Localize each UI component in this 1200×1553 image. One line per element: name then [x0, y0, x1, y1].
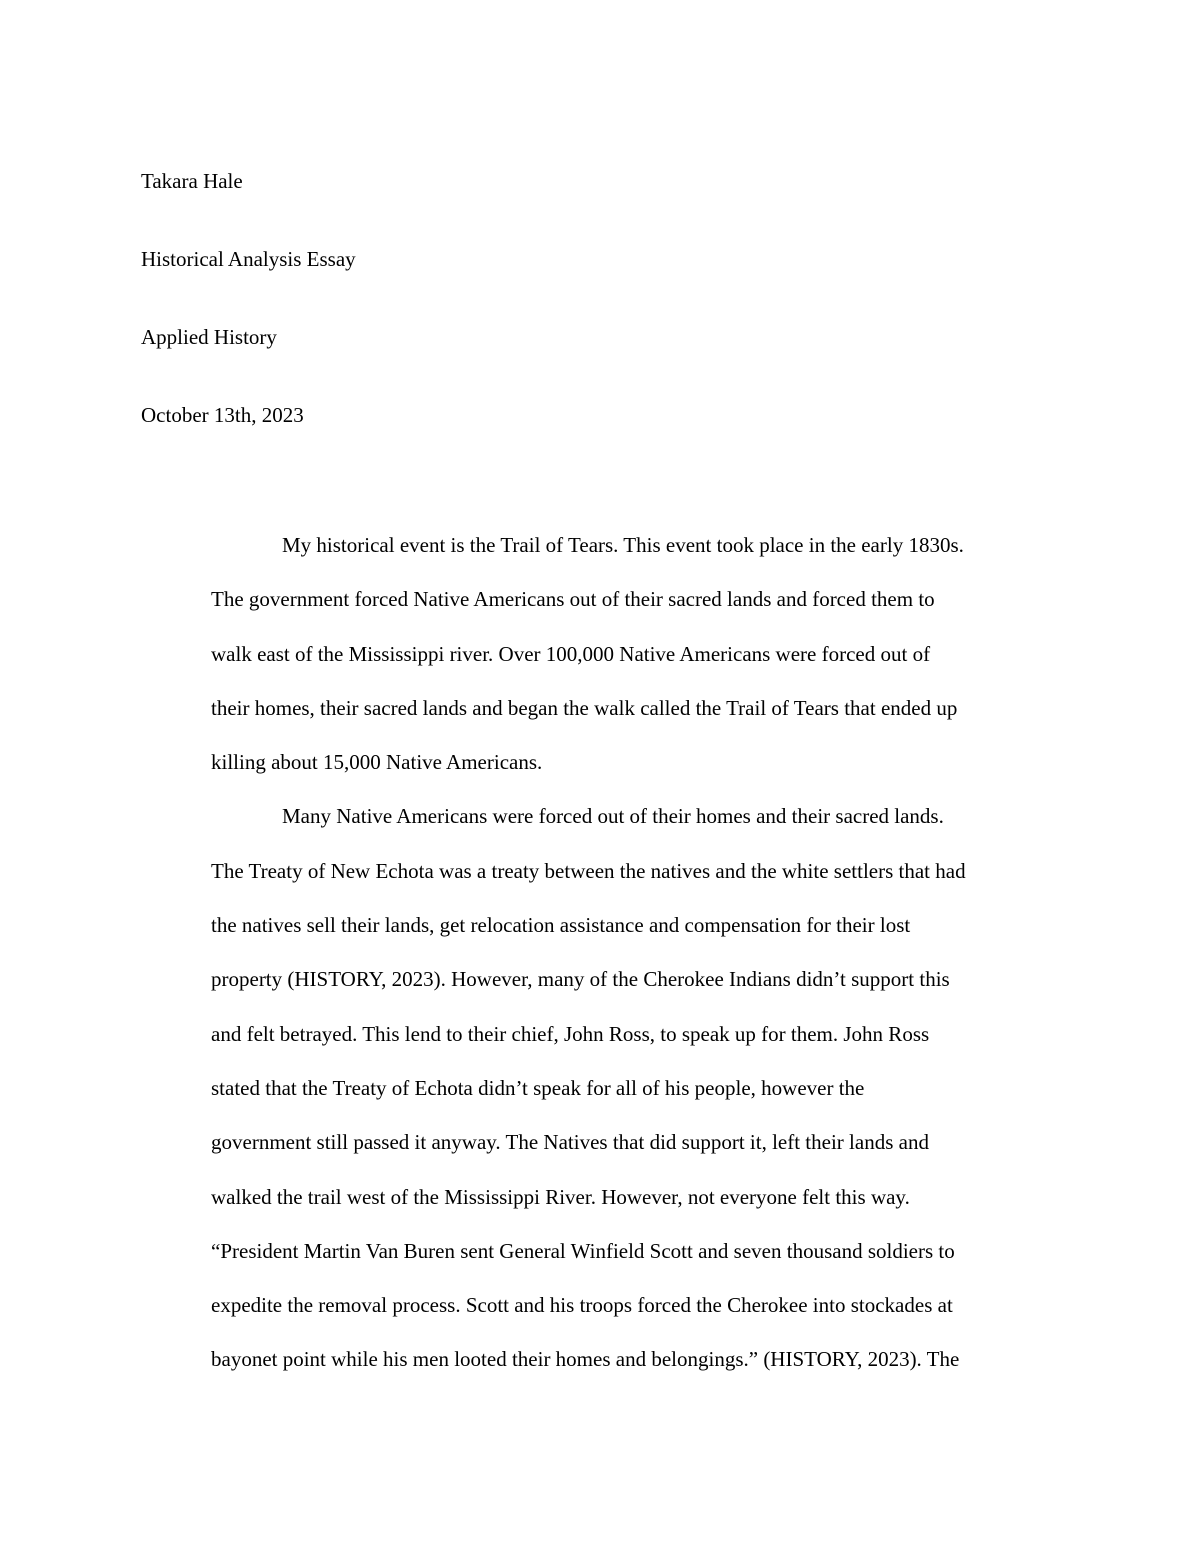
paragraph-line: walk east of the Mississippi river. Over 100,000 Native Americans were forced out of: [211, 641, 931, 666]
author-name: Takara Hale: [141, 169, 243, 193]
essay-heading: [141, 142, 356, 454]
paragraph-2: [211, 800, 1071, 1397]
paragraph-line: killing about 15,000 Native Americans.: [211, 750, 543, 775]
paragraph-line: their homes, their sacred lands and began the walk called the Trail of Tears that ended up: [211, 695, 958, 720]
essay-title: Historical Analysis Essay: [141, 247, 356, 271]
essay-body: [211, 529, 1071, 1398]
paragraph-line: My historical event is the Trail of Tears. This event took place in the early 1830s.: [282, 533, 964, 557]
essay-date: October 13th, 2023: [141, 403, 304, 427]
paragraph-line: and felt betrayed. This lend to their chief, John Ross, to speak up for them. John Ross: [211, 1021, 930, 1046]
paragraph-line: The government forced Native Americans out of their sacred lands and forced them to: [211, 587, 935, 612]
paragraph-line: government still passed it anyway. The Natives that did support it, left their lands and: [211, 1130, 929, 1155]
paragraph-line: bayonet point while his men looted their homes and belongings.” (HISTORY, 2023). The: [211, 1347, 960, 1372]
paragraph-line: expedite the removal process. Scott and his troops forced the Cherokee into stockades at: [211, 1293, 953, 1318]
paragraph-line: Many Native Americans were forced out of their homes and their sacred lands.: [282, 804, 944, 829]
paragraph-line: property (HISTORY, 2023). However, many of the Cherokee Indians didn’t support this: [211, 967, 950, 992]
paragraph-line: “President Martin Van Buren sent General Winfield Scott and seven thousand soldiers to: [211, 1238, 955, 1263]
paragraph-1: [211, 529, 1071, 800]
paragraph-line: The Treaty of New Echota was a treaty between the natives and the white settlers that had: [211, 858, 966, 883]
paragraph-line: walked the trail west of the Mississippi River. However, not everyone felt this way.: [211, 1184, 910, 1209]
paragraph-line: stated that the Treaty of Echota didn’t speak for all of his people, however the: [211, 1075, 865, 1100]
course-name: Applied History: [141, 325, 277, 349]
paragraph-line: the natives sell their lands, get relocation assistance and compensation for their lost: [211, 913, 911, 938]
